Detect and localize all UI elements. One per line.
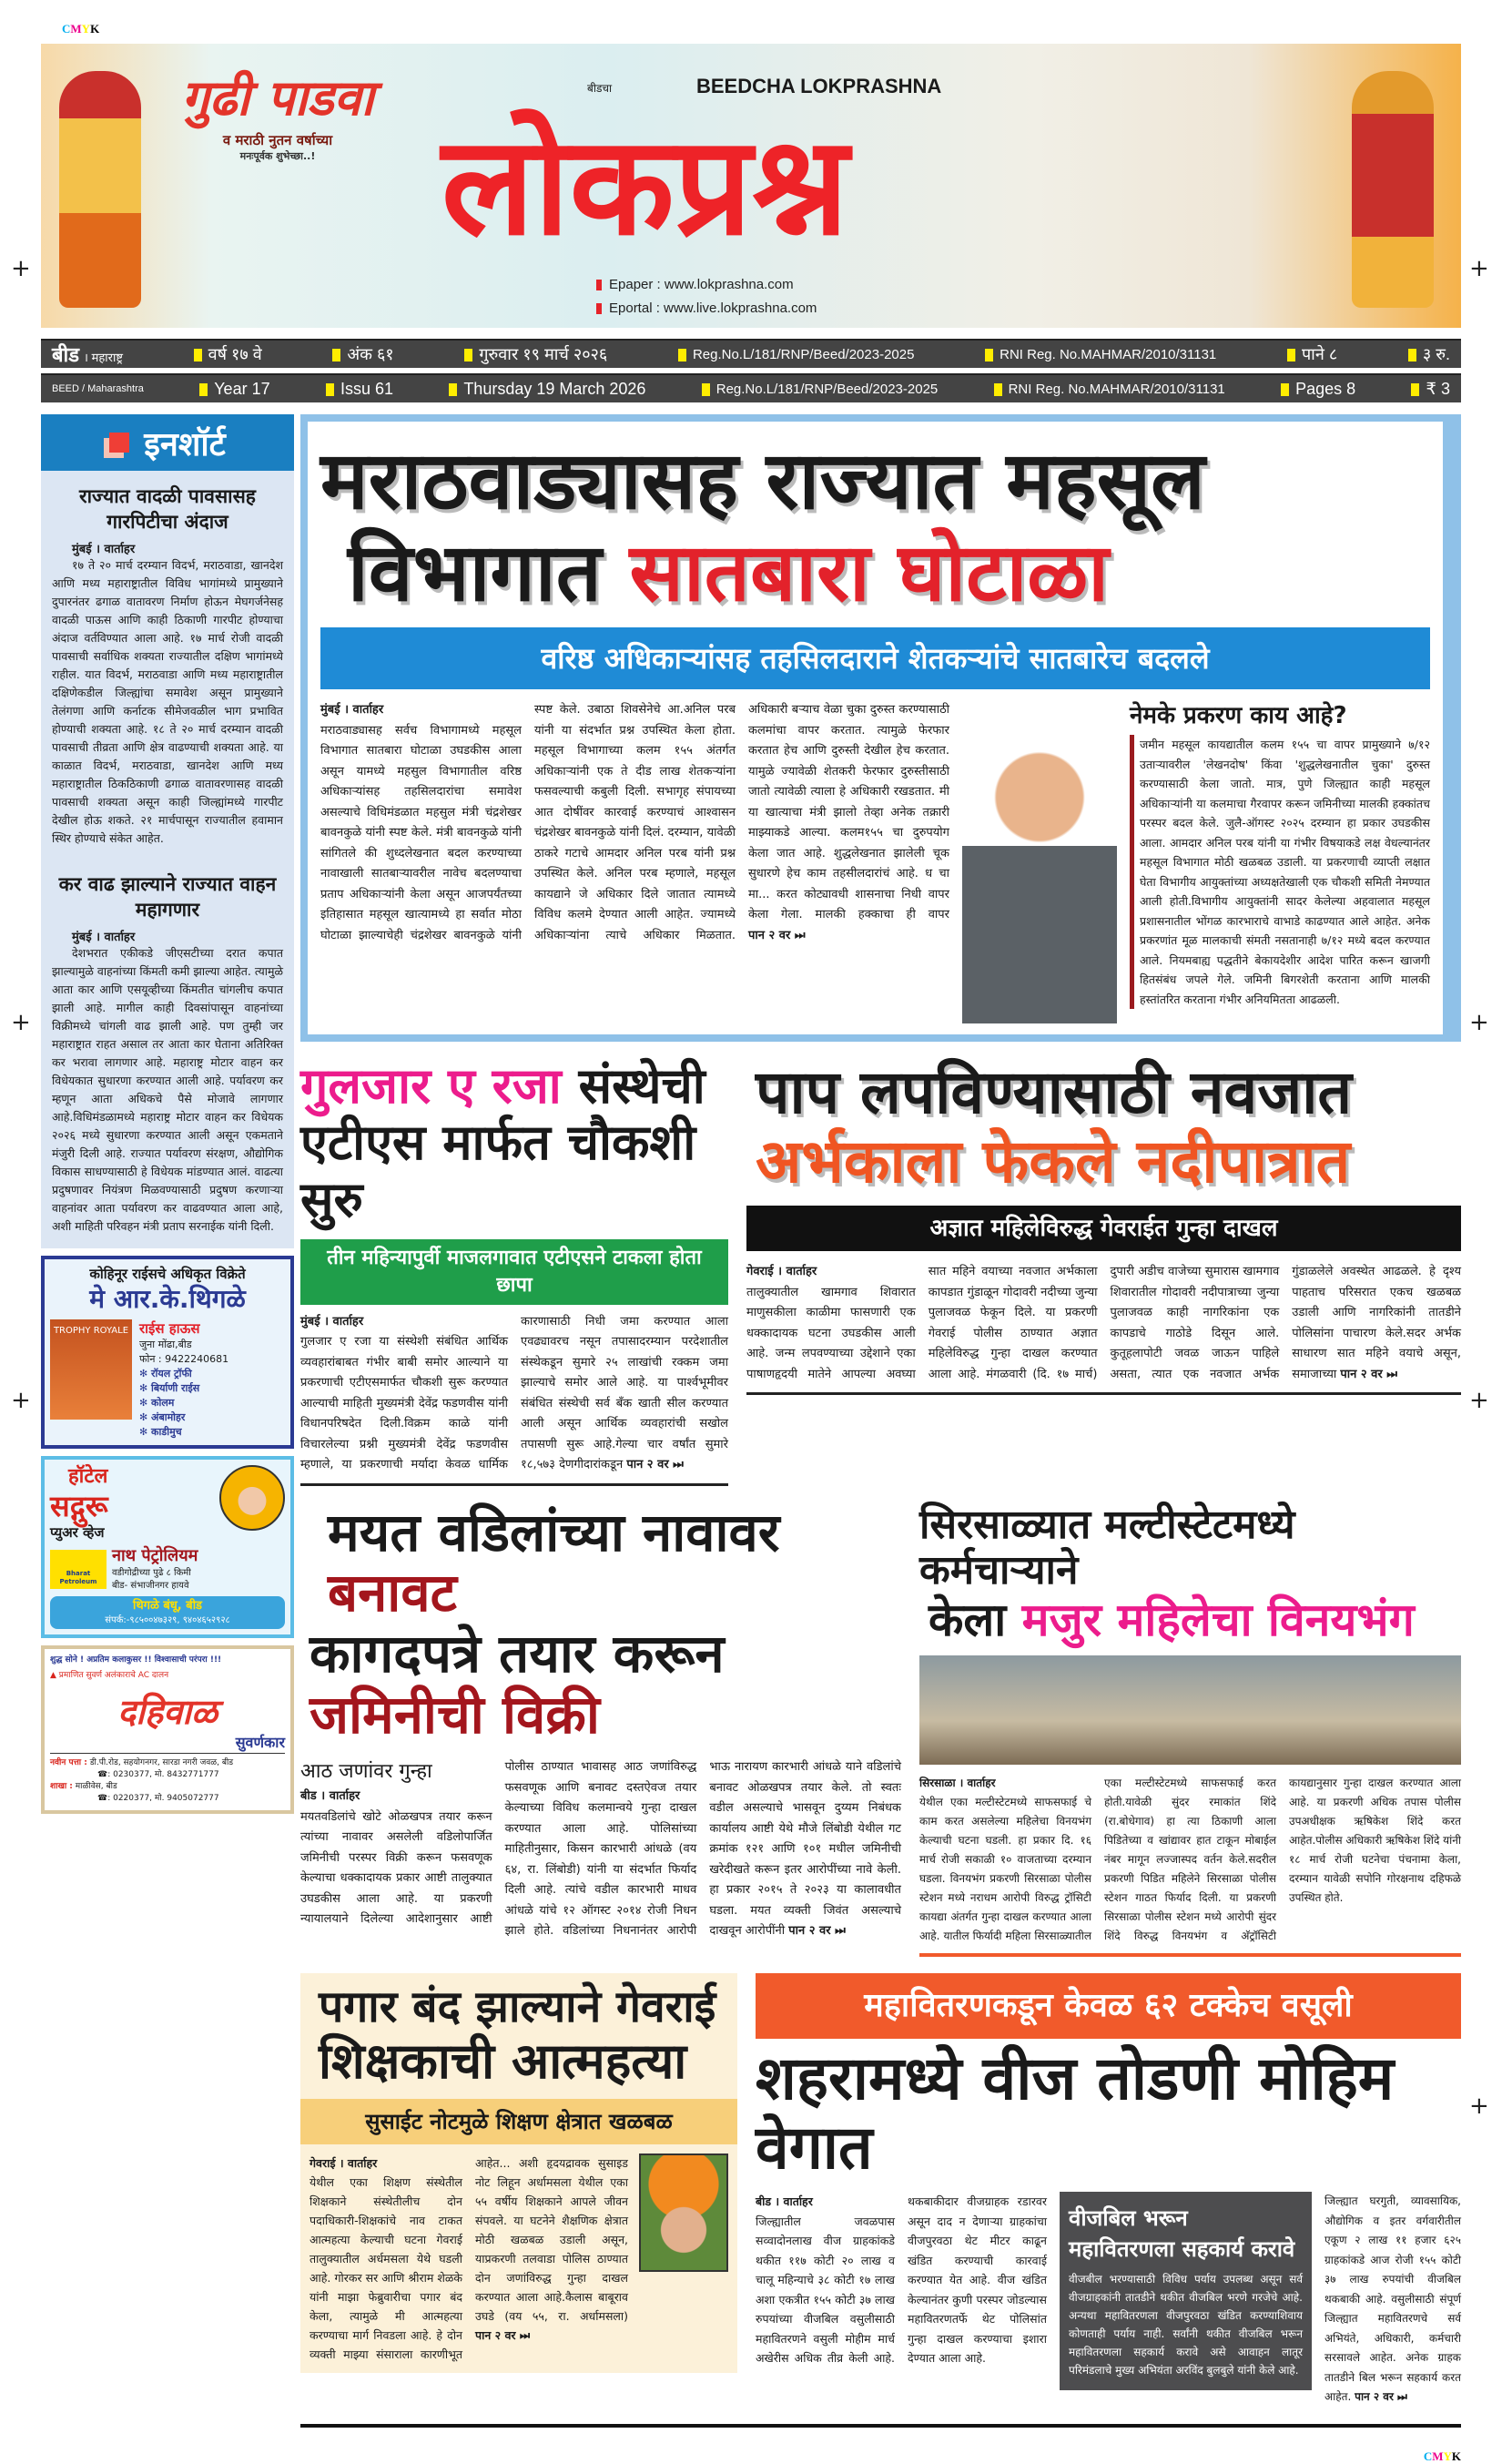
eportal-link[interactable]: Eportal : www.live.lokprashna.com [596, 300, 817, 316]
brief-article[interactable] [52, 484, 283, 848]
registration-mark-icon: + [11, 1009, 31, 1036]
story-subhead: अज्ञात महिलेविरुद्ध गेवराईत गुन्हा दाखल [746, 1206, 1461, 1251]
brief-list [41, 471, 294, 1248]
registration-mark-icon: + [1469, 2092, 1489, 2120]
masthead-english-name: BEEDCHA LOKPRASHNA [696, 75, 942, 97]
masthead-prefix: बीडचा [587, 82, 613, 95]
inshort-column [41, 414, 294, 1814]
registration-mark-icon: + [11, 1387, 31, 1414]
story-sirsala-molestation[interactable]: सिरसाळ्यात मल्टीस्टेटमध्ये कर्मचाऱ्याने केला मजुर महिलेचा विनयभंग सिरसाळा । वार्ताहर येथील एका मल्टीस्टेटमध्ये साफसफाई चे काम करत असलेल्या महिलेचा विनयभंग केल्याची घटना घडली. हा प्रकार दि. १६ मार्च रोजी सकाळी १० वाजताच्या दरम्यान घडला. विनयभंग प्रकरणी सिरसाळा पोलीस स्टेशन मध्ये नराधम आरोपी विरुद्ध ट्रॉसिटी कायद्या अंतर्गत गुन्हा दाखल करण्यात आला आहे. यातील फिर्यादी महिला सिरसाळ्यातील एका मल्टीस्टेटमध्ये साफसफाई करत होती.यावेळी सुंदर रमाकांत शिंदे (रा.बोधेगाव) हा त्या ठिकाणी आला पिडितेच्या व खांद्यावर हात टाकून मोबाईल नंबर मागून लज्जास्पद वर्तन केले.सदरील प्रकरणी पिडित महिलेने सिरसाळा पोलीस स्टेशन गाठत फिर्याद दिली. या प्रकरणी सिरसाळा पोलीस स्टेशन मध्ये आरोपी सुंदर शिंदे विरुद्ध विनयभंग व अ‍ॅट्रॉसिटी कायद्यानुसार गुन्हा दाखल करण्यात आला आहे. या प्रकरणी अधिक तपास पोलीस उपअधीक्षक ऋषिकेश शिंदे करत आहेत.पोलीस अधिकारी ऋषिकेश शिंदे यांनी १८ मार्च रोजी घटनेचा पंचनामा केला, दरम्यान यावेळी सपोनि गोरक्षनाथ दहिफळे उपस्थित होते. [919, 1502, 1461, 1958]
ad-rice-house[interactable]: कोहिनूर राईसचे अधिकृत विक्रेते मे आर.के.थिगळे TROPHY ROYALE राईस हाऊस जुना मोंढा,बीड फोन : 9422240681 ✻ रॉयल ट्रॉफी ✻ बिर्याणी राईस ✻ कोलम ✻ अंबामोहर ✻ काडीमुच [41, 1256, 294, 1449]
portrait-image [219, 1465, 285, 1531]
ad-tagline: कोहिनूर राईसचे अधिकृत विक्रेते [89, 1266, 246, 1282]
cmyk-mark-bottom: CMYK [1423, 2449, 1461, 2463]
story-body: गेवराई । वार्ताहर येथील एका शिक्षण संस्थेतील शिक्षकाने संस्थेतीलीच दोन पदाधिकारी-शिक्षकांचे नाव टाकत आत्महत्या केल्याची घटना गेवराई तालुक्यातील अर्धमसला येथे घडली आहे. गोरकर सर आणि श्रीराम शेळके यांनी माझा फेब्रुवारीचा पगार बंद केला, त्यामुळे मी आत्महत्या करण्याचा मार्ग निवडला आहे. हे दोन व्यक्ती माझ्या संसाराला कारणीभूत आहेत... अशी हृदयद्रावक सुसाइड नोट लिहून अर्धामसला येथील एका ५५ वर्षीय शिक्षकाने आपले जीवन संपवले. या घटनेने शैक्षणिक क्षेत्रात मोठी खळबळ उडाली असून, याप्रकरणी तलवाडा पोलिस ठाण्यात दोन जणांविरुद्ध गुन्हा दाखल करण्यात आला आहे.कैलास बाबूराव उघडे (वय ५५, रा. अर्धामसला) पान २ वर ⏭ [310, 2155, 628, 2361]
continued-link[interactable]: पान २ वर ⏭ [475, 2327, 531, 2342]
newspaper-logo: लोकप्रश्न [441, 107, 849, 266]
continued-link[interactable]: पान २ वर ⏭ [626, 1458, 684, 1472]
story-power-disconnection[interactable]: महावितरणकडून केवळ ६२ टक्केच वसूली शहरामध्ये वीज तोडणी मोहिम वेगात बीड । वार्ताहर जिल्ह्यातील जवळपास सव्वादोनलाख वीज ग्राहकांकडे थकीत ११७ कोटी २० लाख व चालू महिन्याचे ३८ कोटी १७ लाख अशा एकत्रीत १५५ कोटी ३७ लाख रुपयांच्या वीजबिल वसुलीसाठी महावितरणने वसुली मोहीम मार्च अखेरीस अधिक तीव्र केली आहे. थकबाकीदार वीजग्राहक रडारवर असून दाद न देणाऱ्या ग्राहकांचा वीजपुरवठा थेट मीटर काढून खंडित करण्याची कारवाई करण्यात येत आहे. वीज खंडित केल्यानंतर कुणी परस्पर जोडल्यास महावितरणतर्फे थेट पोलिसांत गुन्हा दाखल करण्याचा इशारा देण्यात आला आहे. वीजबिल भरून महावितरणला सहकार्य करावे वीजबील भरण्यासाठी विविध पर्याय उपलब्ध असून सर्व वीजग्राहकांनी तातडीने थकीत वीजबिल भरणे गरजेचे आहे. अन्यथा महावितरणला वीजपुरवठा खंडित करण्याशिवाय कोणताही पर्याय नाही. सर्वांनी थकीत वीजबिल भरून महावितरणला सहकार्य करावे असे आवाहन लातूर परिमंडलाचे मुख्य अभियंता अरविंद बुलबुले यांनी केले आहे. जिल्ह्यात घरगुती, व्यावसायिक, औद्योगिक व इतर वर्गवारीतील एकूण २ लाख ११ हजार ६२५ ग्राहकांकडे आज रोजी १५५ कोटी ३७ लाख रुपयांची वीजबिल थकबाकी आहे. वसुलीसाठी संपूर्ण जिल्ह्यात महावितरणचे सर्व अभियंते, अधिकारी, कर्मचारी सरसावले आहेत. अनेक ग्राहक तातडीने बिल भरून सहकार्य करत आहेत. पान २ वर ⏭ [756, 1973, 1461, 2407]
story-body-right: जिल्ह्यात घरगुती, व्यावसायिक, औद्योगिक व इतर वर्गवारीतील एकूण २ लाख ११ हजार ६२५ ग्राहकांकडे आज रोजी १५५ कोटी ३७ लाख रुपयांची वीजबिल थकबाकी आहे. वसुलीसाठी संपूर्ण जिल्ह्यात महावितरणचे सर्व अभियंते, अधिकारी, कर्मचारी सरसावले आहेत. अनेक ग्राहक तातडीने बिल भरून सहकार्य करत आहेत. पान २ वर ⏭ [1324, 2194, 1461, 2404]
continued-link[interactable]: पान २ वर ⏭ [1340, 1367, 1397, 1381]
epaper-link[interactable]: Epaper : www.lokprashna.com [596, 277, 794, 292]
lead-subhead: वरिष्ठ अधिकाऱ्यांसह तहसिलदाराने शेतकऱ्यांचे सातबारेच बदलले [320, 627, 1430, 689]
brief-title: कर वाढ झाल्याने राज्यात वाहन महागणार [58, 873, 277, 921]
brief-title: राज्यात वादळी पावसासह गारपिटीचा अंदाज [79, 485, 256, 533]
ad-shop-name: मे आर.के.थिगळे [89, 1284, 246, 1314]
lead-body: मुंबई । वार्ताहर मराठवाड्यासह सर्वच विभागामध्ये महसूल विभागात सातबारा घोटाळा उघडकीस आला असून यामध्ये महसुल विभागातील वरिष्ठ अधिकाऱ्यांसह तहसिलदारांचा समावेश असल्याचे विधिमंडळात महसुल मंत्री चंद्रशेखर बावनकुळे यांनी स्पष्ट केले. मंत्री बावनकुळे यांनी सांगितले की शुध्दलेखनात बदल करण्याच्या नावाखाली सातबाऱ्यावरील नावेच बदलण्याचा प्रताप अधिकाऱ्यांनी केला असून आजपर्यंतच्या इतिहासात महसूल खात्यामध्ये हा सर्वात मोठा घोटाळा झाल्याचेही चंद्रशेखर बावनकुळे यांनी स्पष्ट केले. उबाठा शिवसेनेचे आ.अनिल परब यांनी या संदर्भात प्रश्न उपस्थित केला होता. महसूल विभागाच्या कलम १५५ अंतर्गत अधिकाऱ्यांनी एक ते दीड लाख शेतकऱ्यांना फसवल्याची कबुली दिली. सभागृह संपायच्या आत दोषींवर कारवाई करण्याचं आश्वासन चंद्रशेखर बावनकुळे यांनी दिलं. दरम्यान, यावेळी ठाकरे गटाचे आमदार अनिल परब यांनी प्रश्न उपस्थित केले. अनिल परब म्हणाले, महसूल कायद्याने जे अधिकार दिले जातात त्यामध्ये विविध कलमे देण्यात आली आहेत. ज्यामध्ये अधिकाऱ्यांना त्याचे अधिकार मिळतात. अधिकारी बऱ्याच वेळा चुका दुरुस्त करण्यासाठी कलमांचा वापर करतात. त्यामुळे फेरफार करतात हेच आणि दुरुस्ती देखील हेच करतात. यामुळे ज्यावेळी शेतकरी फेरफार दुरुस्तीसाठी जातो त्यावेळी त्याला हे अधिकारी रखडतात. मी या खात्याचा मंत्री झालो तेव्हा अनेक तक्रारी माझ्याकडे आल्या. कलम१५५ चा दुरुपयोग केला जात आहे. शुद्धलेखनात झालेली चूक सुधारणे हेच काम तहसीलदारांचं आहे. ध चा मा... करत कोट्यावधी शासनाचा निधी वापर केला गेला. मालकी हक्काचा ही वापर पान २ वर ⏭ [320, 703, 949, 942]
date-bar-marathi: बीड । महाराष्ट्र वर्ष १७ वे अंक ६१ गुरुवार १९ मार्च २०२६ Reg.No.L/181/RNP/Beed/2023-2025 RNI Reg. No.MAHMAR/2010/31131 पाने ८ ३ रु. [41, 339, 1461, 368]
brief-article[interactable] [52, 871, 283, 1236]
registration-mark-icon: + [11, 255, 31, 282]
ad-hotel-sadguru[interactable]: हॉटेल सद्गुरू प्युअर व्हेज Bharat Petroleum नाथ पेट्रोलियम वडीगोद्रीच्या पुढे ८ किमी बीड- संभाजीनगर हायवे थिगळे बंधू, बीड संपर्क:-९८५००४७३२९, ९४०४६५२९२८ [41, 1456, 294, 1638]
date-bar-english: BEED / Maharashtra Year 17 Issu 61 Thursday 19 March 2026 Reg.No.L/181/RNP/Beed/2023-2025 RNI Reg. No.MAHMAR/2010/31131 Pages 8 ₹ 3 [41, 373, 1461, 402]
appeal-box: वीजबिल भरून महावितरणला सहकार्य करावे वीजबील भरण्यासाठी विविध पर्याय उपलब्ध असून सर्व वीजग्राहकांनी तातडीने थकीत वीजबिल भरणे गरजेचे आहे. अन्यथा महावितरणला वीजपुरवठा खंडित करण्याशिवाय कोणताही पर्याय नाही. सर्वांनी थकीत वीजबिल भरून महावितरणला सहकार्य करावे असे आवाहन लातूर परिमंडलाचे मुख्य अभियंता अरविंद बुलबुले यांनी केले आहे. [1060, 2192, 1312, 2390]
minister-photo [962, 700, 1117, 1023]
registration-mark-icon: + [1469, 255, 1489, 282]
gudi-icon [1352, 71, 1434, 308]
explainer-box: नेमके प्रकरण काय आहे? जमीन महसूल कायद्यातील कलम १५५ चा वापर प्रामुख्याने ७/१२ उताऱ्यावरील 'लेखनदोष' किंवा 'शुद्धलेखनातील चुका' दुरुस्त करण्यासाठी केला जातो. मात्र, पुणे जिल्ह्यात काही महसूल अधिकाऱ्यांनी या कलमाचा गैरवापर करून जमिनीच्या मालकी हक्कांतच परस्पर बदल केले. जुलै-ऑगस्ट २०२५ दरम्यान हा प्रकार उघडकीस आला. आमदार अनिल परब यांनी या गंभीर विषयाकडे लक्ष वेधल्यानंतर महसूल विभागात मोठी खळबळ उडाली. या प्रकरणाची व्याप्ती लक्षात घेता विभागीय आयुक्तांच्या अध्यक्षतेखाली एक चौकशी समिती नेमण्यात आली होती.विभागीय आयुक्तांनी सादर केलेल्या अहवालात महसूल प्रशासनातील भोंगळ कारभाराचे वाभाडे काढण्यात आले आहेत. अनेक प्रकरणांत मूळ मालकाची संमती नसतानाही ७/१२ मध्ये बदल करण्यात आले. नियमबाह्य पद्धतीने बेकायदेशीर आदेश पारित करून खाजगी हितसंबंध जपले गेले. जमिनी बिगरशेती करताना आणि मालकी हस्तांतरित करताना गंभीर अनियमितता आढळली. [1130, 700, 1430, 1009]
story-abandoned-infant[interactable]: पाप लपविण्यासाठी नवजात अर्भकाला फेकले नदीपात्रात अज्ञात महिलेविरुद्ध गेवराईत गुन्हा दाखल गेवराई । वार्ताहर तालुक्यातील खामगाव शिवारात माणुसकीला काळीमा फासणारी एक धक्कादायक घटना उघडकीस आली आहे. जन्म लपवण्याच्या उद्देशाने एका पाषाणहृदयी मातेने आपल्या अवघ्या सात महिने वयाच्या नवजात अर्भकाला कापडात गुंडाळून गोदावरी नदीच्या जुन्या पुलाजवळ फेकून दिले. या प्रकरणी गेवराई पोलीस ठाण्यात अज्ञात महिलेविरुद्ध गुन्हा दाखल करण्यात आला आहे. मंगळवारी (दि. १७ मार्च) दुपारी अडीच वाजेच्या सुमारास खामगाव शिवारातील गोदावरी नदीपात्राच्या जुन्या पुलाजवळ काही नागरिकांना एक कापडाचे गाठोडे दिसून आले. कुतूहलापोटी जवळ जाऊन पाहिले असता, त्यात एक नवजात अर्भक गुंडाळलेले अवस्थेत आढळले. हे दृश्य पाहताच परिसरात एकच खळबळ उडाली आणि नागरिकांनी तातडीने पोलिसांना पाचारण केले.सदर अर्भक साधारण सात महिने वयाचे असून, समाजाच्या पान २ वर ⏭ [746, 1058, 1461, 1395]
bottom-rule [300, 2424, 1461, 2428]
story-body: मुंबई । वार्ताहर गुलजार ए रजा या संस्थेशी संबंधित आर्थिक व्यवहारांबाबत गंभीर बाबी समोर आल्याने या प्रकरणाची एटीएसमार्फत चौकशी सुरू करण्यात आल्याची माहिती मुख्यमंत्री देवेंद्र फडणवीस यांनी विधानपरिषदेत दिली.विक्रम काळे यांनी विचारलेल्या प्रश्नी मुख्यमंत्री देवेंद्र फडणवीस म्हणाले, या प्रकरणाची मर्यादा केवळ धार्मिक कारणासाठी निधी जमा करण्यात आला एवढ्यावरच नसून तपासादरम्यान परदेशातील संस्थेकडून सुमारे २५ लाखांची रक्कम जमा झाल्याचे समोर आले आहे. या पार्श्वभूमीवर संबंधित संस्थेची सर्व बँक खाती सील करण्यात आली असून आर्थिक व्यवहारांची सखोल तपासणी सुरू आहे.गेल्या चार वर्षांत सुमारे १८,५७३ देणगीदारांकडून पान २ वर ⏭ [300, 1314, 728, 1472]
brief-text: देशभरात एकीकडे जीएसटीच्या दरात कपात झाल्यामुळे वाहनांच्या किंमती कमी झाल्या आहेत. त्यामुळे आता कार आणि एसयूव्हीच्या किंमतीत चांगलीच कपात झाली आहे. मागील काही दिवसांपासून वाहनांच्या विक्रीमध्ये चांगली वाढ झाली आहे. पण तुम्ही जर महाराष्ट्रात राहत असाल तर आता कार घेताना अतिरिक्त कर भरावा लागणार आहे. महाराष्ट्र मोटार वाहन कर विधेयकात सुधारणा करण्यात आली आहे. पर्यावरण कर म्हणून आता अधिकचे पैसे मोजावे लागणार आहे.विधिमंडळामध्ये महाराष्ट्र मोटार वाहन कर विधेयक २०२६ मध्ये सुधारणा करण्यात आली असून एकमताने मंजुरी दिली आहे. राज्यात पर्यावरण संरक्षण, औद्योगिक विकास साधण्यासाठी हे विधेयक मांडण्यात आलं. वाढत्या प्रदुषणावर नियंत्रण मिळवण्यासाठी प्रदुषण करणाऱ्या वाहनांवर आता पर्यावरण कर वाढवण्यात आला आहे, अशी माहिती परिवहन मंत्री प्रताप सरनाईक यांनी दिली. [52, 946, 283, 1233]
story-body: बीड । वार्ताहर जिल्ह्यातील जवळपास सव्वादोनलाख वीज ग्राहकांकडे थकीत ११७ कोटी २० लाख व चालू महिन्याचे ३८ कोटी १७ लाख अशा एकत्रीत १५५ कोटी ३७ लाख रुपयांच्या वीजबिल वसुलीसाठी महावितरणने वसुली मोहीम मार्च अखेरीस अधिक तीव्र केली आहे. थकबाकीदार वीजग्राहक रडारवर असून दाद न देणाऱ्या ग्राहकांचा वीजपुरवठा थेट मीटर काढून खंडित करण्याची कारवाई करण्यात येत आहे. वीज खंडित केल्यानंतर कुणी परस्पर जोडल्यास महावितरणतर्फे थेट पोलिसांत गुन्हा दाखल करण्याचा इशारा देण्यात आला आहे. [756, 2194, 1047, 2366]
continued-link[interactable]: पान २ वर ⏭ [788, 1924, 846, 1939]
story-body: आठ जणांवर गुन्हा बीड । वार्ताहर मयतवडिलांचे खोटे ओळखपत्र तयार करून त्यांच्या नावावर असलेली वडिलोपार्जित जमिनीची परस्पर विक्री करून फसवणूक केल्याचा धक्कादायक प्रकार आष्टी तालुक्यात उघडकीस आला आहे. या प्रकरणी न्यायालयाने दिलेल्या आदेशानुसार आष्टी पोलीस ठाण्यात भावासह आठ जणांविरुद्ध फसवणूक आणि बनावट दस्तऐवज तयार केल्याच्या विविध कलमान्वये गुन्हा दाखल करण्यात आला आहे. पोलिसांच्या माहितीनुसार, किसन कारभारी आंधळे (वय ६४, रा. लिंबोडी) यांनी या संदर्भात फिर्याद दिली आहे. त्यांचे वडील कारभारी माधव आंधळे यांचे १२ ऑगस्ट २०१४ रोजी निधन झाले होते. वडिलांच्या निधनानंतर आरोपी भाऊ नारायण कारभारी आंधळे याने वडिलांचे बनावट ओळखपत्र तयार केले. तो स्वतः वडील असल्याचे भासवून दुय्यम निबंधक कार्यालय आष्टी येथे मौजे लिंबोडी येथील गट क्रमांक १२१ आणि १०१ मधील जमिनीची खरेदीखते करून इतर आरोपींच्या नावे केली. हा प्रकार २०१५ ते २०२३ या कालावधीत घडला. मयत व्यक्ती जिवंत असल्याचे दाखवून आरोपींनी पान २ वर ⏭ [300, 1760, 901, 1939]
story-subhead: सुसाईट नोटमुळे शिक्षण क्षेत्रात खळबळ [300, 2099, 737, 2144]
inshort-header: इनशॉर्ट [41, 414, 294, 471]
story-body: गेवराई । वार्ताहर तालुक्यातील खामगाव शिवारात माणुसकीला काळीमा फासणारी एक धक्कादायक घटना उघडकीस आली आहे. जन्म लपवण्याच्या उद्देशाने एका पाषाणहृदयी मातेने आपल्या अवघ्या सात महिने वयाच्या नवजात अर्भकाला कापडात गुंडाळून गोदावरी नदीच्या जुन्या पुलाजवळ फेकून दिले. या प्रकरणी गेवराई पोलीस ठाण्यात अज्ञात महिलेविरुद्ध गुन्हा दाखल करण्यात आला आहे. मंगळवारी (दि. १७ मार्च) दुपारी अडीच वाजेच्या सुमारास खामगाव शिवारातील गोदावरी नदीपात्राच्या जुन्या पुलाजवळ काही नागरिकांना एक कापडाचे गाठोडे दिसून आले. कुतूहलापोटी जवळ जाऊन पाहिले असता, त्यात एक नवजात अर्भक गुंडाळलेले अवस्थेत आढळले. हे दृश्य पाहताच परिसरात एकच खळबळ उडाली आणि नागरिकांनी तातडीने पोलिसांना पाचारण केले.सदर अर्भक साधारण सात महिने वयाचे असून, समाजाच्या पान २ वर ⏭ [746, 1265, 1461, 1381]
festival-greeting: गुढी पाडवा व मराठी नुतन वर्षाच्या मनःपूर्वक शुभेच्छा..! [181, 69, 374, 162]
gudi-icon [59, 71, 141, 308]
story-subhead: तीन महिन्यापुर्वी माजलगावात एटीएसने टाकला होता छापा [300, 1239, 728, 1305]
registration-mark-icon: + [1469, 1009, 1489, 1036]
continued-link[interactable]: पान २ वर ⏭ [748, 928, 806, 942]
masthead [41, 44, 1461, 328]
story-gulzar[interactable]: गुलजार ए रजा संस्थेची एटीएस मार्फत चौकशी सुरु तीन महिन्यापुर्वी माजलगावात एटीएसने टाकला होता छापा मुंबई । वार्ताहर गुलजार ए रजा या संस्थेशी संबंधित आर्थिक व्यवहारांबाबत गंभीर बाबी समोर आल्याने या प्रकरणाची एटीएसमार्फत चौकशी सुरू करण्यात आल्याची माहिती मुख्यमंत्री देवेंद्र फडणवीस यांनी विधानपरिषदेत दिली.विक्रम काळे यांनी विचारलेल्या प्रश्नी मुख्यमंत्री देवेंद्र फडणवीस म्हणाले, या प्रकरणाची मर्यादा केवळ धार्मिक कारणासाठी निधी जमा करण्यात आला एवढ्यावरच नसून तपासादरम्यान परदेशातील संस्थेकडून सुमारे २५ लाखांची रक्कम जमा झाल्याचे समोर आले आहे. या पार्श्वभूमीवर संबंधित संस्थेची सर्व बँक खाती सील करण्यात आली असून आर्थिक व्यवहारांची सखोल तपासणी सुरू आहे.गेल्या चार वर्षांत सुमारे १८,५७३ देणगीदारांकडून पान २ वर ⏭ [300, 1058, 728, 1485]
lead-headline-line2: विभागात सातबारा घोटाळा [348, 525, 1110, 620]
ad-dahiwal-jewellers[interactable]: शुद्ध सोने ! अप्रतिम कलाकुसर !! विश्वासाची परंपरा !!! ▲ प्रमाणित सुवर्ण अलंकाराचे AC दालन दहिवाळ सुवर्णकार नवीन पत्ता : डी.पी.रोड, सहयोगनगर, सारडा नगरी जवळ, बीड ☎: 0230377, मो. 8432771777 शाखा : माळीवेस, बीड ☎: 0220377, मो. 9405072777 [41, 1645, 294, 1814]
main-news-area [300, 414, 1461, 2464]
lead-headline: मराठवाड्यासह राज्यात महसूल [320, 433, 1205, 527]
story-body: सिरसाळा । वार्ताहर येथील एका मल्टीस्टेटमध्ये साफसफाई चे काम करत असलेल्या महिलेचा विनयभंग केल्याची घटना घडली. हा प्रकार दि. १६ मार्च रोजी सकाळी १० वाजताच्या दरम्यान घडला. विनयभंग प्रकरणी सिरसाळा पोलीस स्टेशन मध्ये नराधम आरोपी विरुद्ध ट्रॉसिटी कायद्या अंतर्गत गुन्हा दाखल करण्यात आला आहे. यातील फिर्यादी महिला सिरसाळ्यातील एका मल्टीस्टेटमध्ये साफसफाई करत होती.यावेळी सुंदर रमाकांत शिंदे (रा.बोधेगाव) हा त्या ठिकाणी आला पिडितेच्या व खांद्यावर हात टाकून मोबाईल नंबर मागून लज्जास्पद वर्तन केले.सदरील प्रकरणी पिडित महिलेने सिरसाळा पोलीस स्टेशन गाठत फिर्याद दिली. या प्रकरणी सिरसाळा पोलीस स्टेशन मध्ये आरोपी सुंदर शिंदे विरुद्ध विनयभंग व अ‍ॅट्रॉसिटी कायद्यानुसार गुन्हा दाखल करण्यात आला आहे. या प्रकरणी अधिक तपास पोलीस उपअधीक्षक ऋषिकेश शिंदे करत आहेत.पोलीस अधिकारी ऋषिकेश शिंदे यांनी १८ मार्च रोजी घटनेचा पंचनामा केला, दरम्यान यावेळी सपोनि गोरक्षनाथ दहिफळे उपस्थित होते. [919, 1777, 1461, 1943]
brief-text: १७ ते २० मार्च दरम्यान विदर्भ, मराठवाडा, खानदेश आणि मध्य महाराष्ट्रातील विविध भागांमध्ये प्रामुख्याने दुपारनंतर ढगाळ वातावरण निर्माण होऊन मेघगर्जनेसह वादळी पाऊस आणि काही ठिकाणी गारपीट होण्याचा अंदाज वर्तविण्यात आला आहे. १७ मार्च रोजी वादळी पावसाची सर्वाधिक शक्यता राज्यातील दक्षिण भागांमध्ये राहील. यात विदर्भ, मराठवाडा आणि मध्य महाराष्ट्रातील दक्षिणेकडील जिल्ह्यांचा समावेश असून प्रामुख्याने तेलंगणा आणि कर्नाटक सीमेजवळील भाग प्रभावित होण्याची शक्यता आहे. १८ ते २० मार्च दरम्यान वादळी पावसाची तीव्रता आणि क्षेत्र वाढण्याची शक्यता आहे. या काळात विदर्भ, मराठवाडा, खानदेश आणि मध्य महाराष्ट्रातील ठिकठिकाणी ढगाळ वातावरणासह वादळी पावसाची शक्यता असून काही जिल्ह्यांमध्ये गारपीट देखील होऊ शकते. २१ मार्चपासून राज्यातील हवामान स्थिर होण्याचे संकेत आहेत. [52, 558, 283, 845]
continued-link[interactable]: पान २ वर ⏭ [1355, 2390, 1407, 2404]
rice-bag-image: TROPHY ROYALE [50, 1319, 132, 1420]
story-kicker-headline: महावितरणकडून केवळ ६२ टक्केच वसूली [756, 1973, 1461, 2039]
story-forged-land-sale[interactable]: मयत वडिलांच्या नावावर बनावट कागदपत्रे तयार करून जमिनीची विक्री आठ जणांवर गुन्हा बीड । वार्ताहर मयतवडिलांचे खोटे ओळखपत्र तयार करून त्यांच्या नावावर असलेली वडिलोपार्जित जमिनीची परस्पर विक्री करून फसवणूक केल्याचा धक्कादायक प्रकार आष्टी तालुक्यात उघडकीस आला आहे. या प्रकरणी न्यायालयाने दिलेल्या आदेशानुसार आष्टी पोलीस ठाण्यात भावासह आठ जणांविरुद्ध फसवणूक आणि बनावट दस्तऐवज तयार केल्याच्या विविध कलमान्वये गुन्हा दाखल करण्यात आला आहे. पोलिसांच्या माहितीनुसार, किसन कारभारी आंधळे (वय ६४, रा. लिंबोडी) यांनी या संदर्भात फिर्याद दिली आहे. त्यांचे वडील कारभारी माधव आंधळे यांचे १२ ऑगस्ट २०१४ रोजी निधन झाले होते. वडिलांच्या निधनानंतर आरोपी भाऊ नारायण कारभारी आंधळे याने वडिलांचे बनावट ओळखपत्र तयार केले. तो स्वतः वडील असल्याचे भासवून दुय्यम निबंधक कार्यालय आष्टी येथे मौजे लिंबोडी येथील गट क्रमांक १२१ आणि १०१ मधील जमिनीची खरेदीखते करून इतर आरोपींच्या नावे केली. हा प्रकार २०१५ ते २०२३ या कालावधीत घडला. मयत व्यक्ती जिवंत असल्याचे दाखवून आरोपींनी पान २ वर ⏭ [300, 1502, 901, 1942]
registration-mark-icon: + [1469, 1387, 1489, 1414]
bharat-petroleum-logo: Bharat Petroleum [50, 1550, 107, 1589]
inshort-logo-icon [109, 433, 129, 453]
story-teacher-suicide[interactable]: पगार बंद झाल्याने गेवराई शिक्षकाची आत्महत्या सुसाईट नोटमुळे शिक्षण क्षेत्रात खळबळ गेवराई । वार्ताहर येथील एका शिक्षण संस्थेतील शिक्षकाने संस्थेतीलीच दोन पदाधिकारी-शिक्षकांचे नाव टाकत आत्महत्या केल्याची घटना गेवराई तालुक्यातील अर्धमसला येथे घडली आहे. गोरकर सर आणि श्रीराम शेळके यांनी माझा फेब्रुवारीचा पगार बंद केला, त्यामुळे मी आत्महत्या करण्याचा मार्ग निवडला आहे. हे दोन व्यक्ती माझ्या संसाराला कारणीभूत आहेत... अशी हृदयद्रावक सुसाइड नोट लिहून अर्धामसला येथील एका ५५ वर्षीय शिक्षकाने आपले जीवन संपवले. या घटनेने शैक्षणिक क्षेत्रात मोठी खळबळ उडाली असून, याप्रकरणी तलवाडा पोलिस ठाण्यात दोन जणांविरुद्ध गुन्हा दाखल करण्यात आला आहे.कैलास बाबूराव उघडे (वय ५५, रा. अर्धामसला) पान २ वर ⏭ [300, 1973, 737, 2372]
dateline: मुंबई । वार्ताहर [72, 931, 136, 944]
police-scene-photo [919, 1655, 1461, 1765]
cmyk-mark-top: CMYK [62, 22, 100, 36]
teacher-photo [639, 2153, 728, 2272]
lead-story[interactable] [300, 414, 1461, 1042]
dateline: मुंबई । वार्ताहर [72, 543, 136, 556]
